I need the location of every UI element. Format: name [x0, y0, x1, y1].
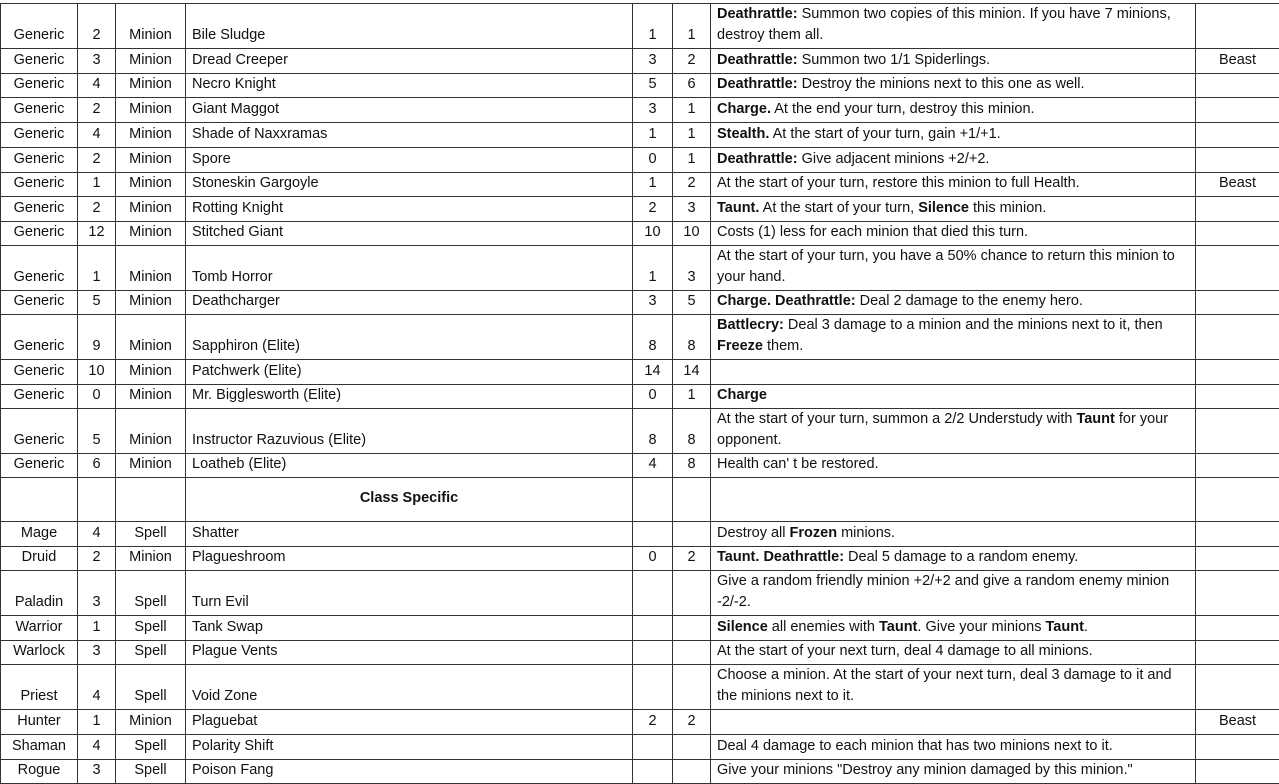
type-cell: Minion — [116, 547, 186, 571]
class-cell: Rogue — [1, 760, 78, 784]
name-cell: Tomb Horror — [186, 246, 633, 291]
description-text: At the start of your turn, summon a 2/2 Understudy with — [717, 411, 1076, 427]
class-cell: Hunter — [1, 710, 78, 735]
name-cell: Shatter — [186, 522, 633, 547]
description-cell — [711, 735, 1196, 760]
health-cell — [673, 571, 711, 616]
empty-cell — [1196, 478, 1279, 522]
description-cell — [711, 385, 1196, 409]
description-cell — [711, 197, 1196, 222]
table-row — [1, 315, 1279, 360]
cost-cell: 4 — [78, 522, 116, 547]
class-cell: Generic — [1, 74, 78, 98]
class-cell: Generic — [1, 173, 78, 197]
class-cell: Generic — [1, 123, 78, 148]
health-cell: 8 — [673, 409, 711, 454]
class-cell: Generic — [1, 315, 78, 360]
description-text: Give a random friendly minion +2/+2 and give a random enemy minion -2/-2. — [717, 573, 1169, 610]
keyword: Battlecry: — [717, 317, 784, 333]
table-row — [1, 246, 1279, 291]
class-cell: Generic — [1, 246, 78, 291]
type-cell: Minion — [116, 385, 186, 409]
empty-cell — [116, 478, 186, 522]
class-cell: Generic — [1, 409, 78, 454]
keyword: Stealth. — [717, 126, 769, 142]
cost-cell: 2 — [78, 197, 116, 222]
table-row — [1, 291, 1279, 315]
description-cell — [711, 148, 1196, 173]
description-cell — [711, 246, 1196, 291]
description-cell — [711, 49, 1196, 74]
name-cell: Stitched Giant — [186, 222, 633, 246]
keyword: Deathrattle: — [717, 6, 798, 22]
health-cell — [673, 641, 711, 665]
cost-cell: 4 — [78, 123, 116, 148]
table-row — [1, 123, 1279, 148]
name-cell: Plague Vents — [186, 641, 633, 665]
description-text: At the start of your turn, gain +1/+1. — [769, 126, 1000, 142]
description-text: At the start of your turn, you have a 50% chance to return this minion to your hand. — [717, 248, 1175, 285]
table-row — [1, 571, 1279, 616]
health-cell: 10 — [673, 222, 711, 246]
class-cell: Generic — [1, 291, 78, 315]
class-cell: Warrior — [1, 616, 78, 641]
card-table — [0, 3, 1279, 784]
health-cell: 2 — [673, 710, 711, 735]
attack-cell: 10 — [633, 222, 673, 246]
attack-cell — [633, 616, 673, 641]
cost-cell: 5 — [78, 409, 116, 454]
type-cell: Minion — [116, 222, 186, 246]
attack-cell: 8 — [633, 315, 673, 360]
health-cell: 2 — [673, 547, 711, 571]
empty-cell — [78, 478, 116, 522]
cost-cell: 1 — [78, 246, 116, 291]
health-cell: 6 — [673, 74, 711, 98]
cost-cell: 4 — [78, 74, 116, 98]
table-row — [1, 641, 1279, 665]
tribe-cell — [1196, 197, 1279, 222]
description-cell — [711, 454, 1196, 478]
type-cell: Spell — [116, 522, 186, 547]
type-cell: Minion — [116, 454, 186, 478]
cost-cell: 3 — [78, 641, 116, 665]
keyword: Deathrattle: — [717, 76, 798, 92]
keyword: Taunt — [879, 619, 917, 635]
cost-cell: 6 — [78, 454, 116, 478]
keyword: Charge. — [717, 293, 771, 309]
cost-cell: 2 — [78, 547, 116, 571]
tribe-cell — [1196, 547, 1279, 571]
table-row — [1, 360, 1279, 385]
attack-cell: 1 — [633, 173, 673, 197]
class-cell: Generic — [1, 98, 78, 123]
type-cell: Minion — [116, 148, 186, 173]
type-cell: Minion — [116, 4, 186, 49]
type-cell: Spell — [116, 760, 186, 784]
class-cell: Generic — [1, 454, 78, 478]
description-text: for your opponent. — [717, 411, 1168, 448]
type-cell: Minion — [116, 291, 186, 315]
keyword: Taunt — [1046, 619, 1084, 635]
attack-cell — [633, 735, 673, 760]
tribe-cell — [1196, 571, 1279, 616]
cost-cell: 4 — [78, 665, 116, 710]
health-cell: 3 — [673, 197, 711, 222]
cost-cell: 2 — [78, 148, 116, 173]
attack-cell: 5 — [633, 74, 673, 98]
type-cell: Minion — [116, 315, 186, 360]
name-cell: Dread Creeper — [186, 49, 633, 74]
tribe-cell — [1196, 616, 1279, 641]
type-cell: Minion — [116, 409, 186, 454]
type-cell: Minion — [116, 197, 186, 222]
attack-cell: 3 — [633, 291, 673, 315]
attack-cell: 3 — [633, 49, 673, 74]
health-cell: 1 — [673, 148, 711, 173]
cost-cell: 3 — [78, 760, 116, 784]
type-cell: Minion — [116, 246, 186, 291]
description-text: Deal 3 damage to a minion and the minions next to it, then — [784, 317, 1163, 333]
tribe-cell — [1196, 522, 1279, 547]
class-cell: Generic — [1, 49, 78, 74]
description-text: . Give your minions — [917, 619, 1045, 635]
name-cell: Tank Swap — [186, 616, 633, 641]
table-row — [1, 547, 1279, 571]
attack-cell: 0 — [633, 547, 673, 571]
description-cell — [711, 173, 1196, 197]
cost-cell: 1 — [78, 616, 116, 641]
attack-cell: 1 — [633, 123, 673, 148]
section-title: Class Specific — [186, 478, 633, 522]
cost-cell: 4 — [78, 735, 116, 760]
class-cell: Generic — [1, 360, 78, 385]
type-cell: Spell — [116, 616, 186, 641]
health-cell: 1 — [673, 98, 711, 123]
cost-cell: 0 — [78, 385, 116, 409]
tribe-cell — [1196, 4, 1279, 49]
keyword: Deathrattle: — [717, 52, 798, 68]
description-text: Give adjacent minions +2/+2. — [798, 151, 990, 167]
name-cell: Sapphiron (Elite) — [186, 315, 633, 360]
attack-cell: 1 — [633, 246, 673, 291]
class-cell: Warlock — [1, 641, 78, 665]
keyword: Taunt. — [717, 200, 759, 216]
tribe-cell — [1196, 385, 1279, 409]
table-row — [1, 665, 1279, 710]
table-row — [1, 98, 1279, 123]
name-cell: Plaguebat — [186, 710, 633, 735]
description-cell — [711, 571, 1196, 616]
health-cell — [673, 522, 711, 547]
description-text: them. — [763, 338, 803, 354]
health-cell: 1 — [673, 4, 711, 49]
description-text: At the end your turn, destroy this minion. — [771, 101, 1035, 117]
type-cell: Spell — [116, 665, 186, 710]
empty-cell — [1, 478, 78, 522]
description-text: Destroy the minions next to this one as well. — [798, 76, 1085, 92]
keyword: Taunt — [1076, 411, 1114, 427]
tribe-cell: Beast — [1196, 173, 1279, 197]
tribe-cell — [1196, 291, 1279, 315]
type-cell: Spell — [116, 571, 186, 616]
description-cell — [711, 291, 1196, 315]
health-cell: 3 — [673, 246, 711, 291]
description-cell — [711, 641, 1196, 665]
name-cell: Shade of Naxxramas — [186, 123, 633, 148]
tribe-cell — [1196, 665, 1279, 710]
attack-cell — [633, 522, 673, 547]
type-cell: Spell — [116, 641, 186, 665]
cost-cell: 2 — [78, 4, 116, 49]
table-row — [1, 385, 1279, 409]
table-row — [1, 454, 1279, 478]
keyword: Silence — [717, 619, 768, 635]
attack-cell: 2 — [633, 710, 673, 735]
description-cell — [711, 4, 1196, 49]
class-cell: Generic — [1, 385, 78, 409]
attack-cell — [633, 641, 673, 665]
class-cell: Generic — [1, 4, 78, 49]
health-cell: 5 — [673, 291, 711, 315]
tribe-cell — [1196, 735, 1279, 760]
description-text: At the start of your turn, — [759, 200, 918, 216]
description-text: Costs (1) less for each minion that died this turn. — [717, 224, 1028, 240]
class-cell: Generic — [1, 197, 78, 222]
attack-cell: 3 — [633, 98, 673, 123]
description-cell — [711, 409, 1196, 454]
attack-cell — [633, 571, 673, 616]
description-text: this minion. — [969, 200, 1046, 216]
keyword: Deathrattle: — [717, 151, 798, 167]
attack-cell: 8 — [633, 409, 673, 454]
description-text: At the start of your next turn, deal 4 damage to all minions. — [717, 643, 1093, 659]
type-cell: Minion — [116, 74, 186, 98]
tribe-cell — [1196, 454, 1279, 478]
tribe-cell: Beast — [1196, 710, 1279, 735]
description-cell — [711, 123, 1196, 148]
table-row — [1, 522, 1279, 547]
description-text: Deal 4 damage to each minion that has two minions next to it. — [717, 738, 1113, 754]
cost-cell: 3 — [78, 571, 116, 616]
health-cell: 2 — [673, 49, 711, 74]
description-text: all enemies with — [768, 619, 879, 635]
attack-cell: 14 — [633, 360, 673, 385]
table-row — [1, 74, 1279, 98]
tribe-cell — [1196, 641, 1279, 665]
type-cell: Spell — [116, 735, 186, 760]
keyword: Freeze — [717, 338, 763, 354]
keyword: Charge. — [717, 101, 771, 117]
type-cell: Minion — [116, 98, 186, 123]
name-cell: Necro Knight — [186, 74, 633, 98]
health-cell: 1 — [673, 123, 711, 148]
name-cell: Plagueshroom — [186, 547, 633, 571]
cost-cell: 3 — [78, 49, 116, 74]
table-row — [1, 148, 1279, 173]
table-row — [1, 409, 1279, 454]
description-cell — [711, 616, 1196, 641]
class-cell: Generic — [1, 222, 78, 246]
name-cell: Void Zone — [186, 665, 633, 710]
health-cell — [673, 665, 711, 710]
keyword: Frozen — [790, 525, 838, 541]
empty-cell — [673, 478, 711, 522]
description-cell — [711, 98, 1196, 123]
description-cell — [711, 315, 1196, 360]
description-text: Summon two 1/1 Spiderlings. — [798, 52, 991, 68]
name-cell: Spore — [186, 148, 633, 173]
description-text: Choose a minion. At the start of your next turn, deal 3 damage to it and the minions next to it. — [717, 667, 1172, 704]
type-cell: Minion — [116, 360, 186, 385]
tribe-cell — [1196, 123, 1279, 148]
attack-cell — [633, 665, 673, 710]
tribe-cell — [1196, 315, 1279, 360]
health-cell: 14 — [673, 360, 711, 385]
type-cell: Minion — [116, 123, 186, 148]
health-cell: 1 — [673, 385, 711, 409]
tribe-cell — [1196, 148, 1279, 173]
name-cell: Mr. Bigglesworth (Elite) — [186, 385, 633, 409]
tribe-cell — [1196, 246, 1279, 291]
health-cell: 2 — [673, 173, 711, 197]
keyword: Taunt. Deathrattle: — [717, 549, 844, 565]
keyword: Silence — [918, 200, 969, 216]
name-cell: Loatheb (Elite) — [186, 454, 633, 478]
class-cell: Priest — [1, 665, 78, 710]
name-cell: Rotting Knight — [186, 197, 633, 222]
description-text: . — [1084, 619, 1088, 635]
table-row — [1, 616, 1279, 641]
health-cell — [673, 616, 711, 641]
class-cell: Druid — [1, 547, 78, 571]
description-text: Deal 2 damage to the enemy hero. — [856, 293, 1083, 309]
description-text: Destroy all — [717, 525, 790, 541]
description-cell — [711, 547, 1196, 571]
keyword: Charge — [717, 387, 767, 403]
type-cell: Minion — [116, 710, 186, 735]
description-text: Health can' t be restored. — [717, 456, 879, 472]
cost-cell: 10 — [78, 360, 116, 385]
tribe-cell — [1196, 98, 1279, 123]
health-cell: 8 — [673, 454, 711, 478]
empty-cell — [711, 478, 1196, 522]
type-cell: Minion — [116, 49, 186, 74]
description-cell — [711, 74, 1196, 98]
table-row — [1, 4, 1279, 49]
description-text: Summon two copies of this minion. If you have 7 minions, destroy them all. — [717, 6, 1171, 43]
cost-cell: 2 — [78, 98, 116, 123]
attack-cell: 4 — [633, 454, 673, 478]
table-row — [1, 49, 1279, 74]
health-cell: 8 — [673, 315, 711, 360]
health-cell — [673, 735, 711, 760]
description-text: At the start of your turn, restore this minion to full Health. — [717, 175, 1080, 191]
table-row — [1, 222, 1279, 246]
description-text: Deal 5 damage to a random enemy. — [844, 549, 1078, 565]
description-cell — [711, 360, 1196, 385]
cost-cell: 9 — [78, 315, 116, 360]
description-cell — [711, 522, 1196, 547]
table-row — [1, 710, 1279, 735]
tribe-cell — [1196, 74, 1279, 98]
name-cell: Bile Sludge — [186, 4, 633, 49]
description-text: minions. — [837, 525, 895, 541]
tribe-cell — [1196, 222, 1279, 246]
keyword: Deathrattle: — [775, 293, 856, 309]
description-cell — [711, 665, 1196, 710]
name-cell: Turn Evil — [186, 571, 633, 616]
class-cell: Shaman — [1, 735, 78, 760]
name-cell: Poison Fang — [186, 760, 633, 784]
class-cell: Generic — [1, 148, 78, 173]
section-header-row — [1, 478, 1279, 522]
table-row — [1, 735, 1279, 760]
name-cell: Stoneskin Gargoyle — [186, 173, 633, 197]
description-cell — [711, 710, 1196, 735]
attack-cell: 2 — [633, 197, 673, 222]
tribe-cell — [1196, 360, 1279, 385]
table-row — [1, 197, 1279, 222]
description-text: Give your minions "Destroy any minion damaged by this minion." — [717, 762, 1133, 778]
name-cell: Giant Maggot — [186, 98, 633, 123]
name-cell: Patchwerk (Elite) — [186, 360, 633, 385]
table-row — [1, 173, 1279, 197]
cost-cell: 5 — [78, 291, 116, 315]
tribe-cell: Beast — [1196, 49, 1279, 74]
type-cell: Minion — [116, 173, 186, 197]
name-cell: Deathcharger — [186, 291, 633, 315]
cost-cell: 1 — [78, 173, 116, 197]
attack-cell: 0 — [633, 385, 673, 409]
class-cell: Mage — [1, 522, 78, 547]
cost-cell: 12 — [78, 222, 116, 246]
name-cell: Instructor Razuvious (Elite) — [186, 409, 633, 454]
empty-cell — [633, 478, 673, 522]
cost-cell: 1 — [78, 710, 116, 735]
attack-cell: 0 — [633, 148, 673, 173]
name-cell: Polarity Shift — [186, 735, 633, 760]
attack-cell: 1 — [633, 4, 673, 49]
description-cell — [711, 222, 1196, 246]
class-cell: Paladin — [1, 571, 78, 616]
tribe-cell — [1196, 409, 1279, 454]
